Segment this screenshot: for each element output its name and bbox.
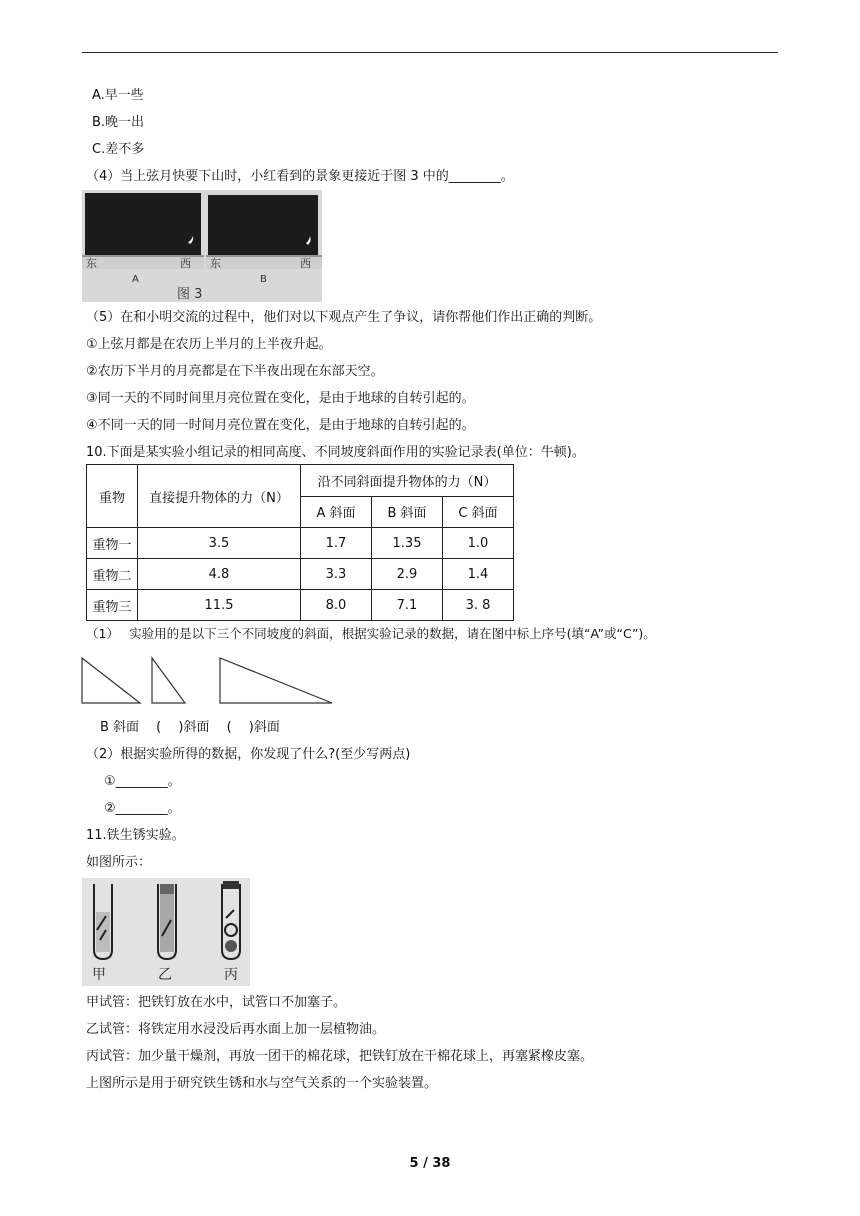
test-tubes-photo	[82, 878, 250, 986]
tube-yi-desc: 乙试管：将铁定用水浸没后再水面上加一层植物油。	[86, 1022, 386, 1037]
statement-2: ②农历下半月的月亮都是在下半夜出现在东部天空。	[86, 364, 384, 379]
statement-4: ④不同一天的同一时间月亮位置在变化，是由于地球的自转引起的。	[86, 418, 475, 433]
slopes-diagram	[80, 656, 336, 706]
slope-b-triangle	[82, 658, 140, 703]
experiment-summary: 上图所示是用于研究铁生锈和水与空气关系的一个实验装置。	[86, 1076, 438, 1091]
fig3-west-a: 西	[180, 257, 191, 270]
question-9-5: （5）在和小明交流的过程中，他们对以下观点产生了争议，请你帮他们作出正确的判断。	[86, 310, 602, 325]
option-a: A.早一些	[92, 88, 144, 103]
header-slope-force: 沿不同斜面提升物体的力（N）	[301, 465, 514, 497]
figure-3-moon-photo	[82, 190, 322, 302]
slope-labels: B 斜面 ( )斜面 ( )斜面	[100, 720, 280, 735]
answer-1: ①________。	[104, 774, 181, 789]
statement-3: ③同一天的不同时间里月亮位置在变化，是由于地球的自转引起的。	[86, 391, 475, 406]
fig3-east-b: 东	[210, 257, 221, 270]
question-10-1: （1） 实验用的是以下三个不同坡度的斜面，根据实验记录的数据，请在图中标上序号(填“A”或“C”)。	[86, 626, 656, 641]
fig3-east-a: 东	[86, 257, 97, 270]
fig3-label-b: B	[260, 274, 267, 285]
question-11-intro: 如图所示：	[86, 855, 152, 870]
header-direct-force: 直接提升物体的力（N）	[138, 465, 301, 528]
header-slope-c: C 斜面	[443, 496, 514, 528]
tube-label-jia: 甲	[92, 967, 106, 983]
tube-label-bing: 丙	[224, 967, 238, 983]
experiment-record-table	[86, 464, 514, 621]
question-9-4: （4）当上弦月快要下山时，小红看到的景象更接近于图 3 中的________。	[86, 169, 514, 184]
header-weight: 重物	[87, 465, 138, 528]
option-c: C.差不多	[92, 142, 145, 157]
question-10-2: （2）根据实验所得的数据，你发现了什么?(至少写两点)	[86, 747, 411, 762]
question-11-title: 11.铁生锈实验。	[86, 828, 185, 843]
tube-jia-desc: 甲试管：把铁钉放在水中，试管口不加塞子。	[86, 995, 347, 1010]
table-row: 重物二 4.8 3.3 2.9 1.4	[87, 559, 514, 590]
header-rule	[82, 52, 778, 53]
tube-label-yi: 乙	[158, 967, 172, 983]
fig3-caption: 图 3	[177, 287, 203, 302]
statement-1: ①上弦月都是在农历上半月的上半夜升起。	[86, 337, 332, 352]
question-10-title: 10.下面是某实验小组记录的相同高度、不同坡度斜面作用的实验记录表(单位：牛顿)。	[86, 445, 585, 460]
fig3-west-b: 西	[300, 257, 311, 270]
slope-gentle-triangle	[220, 658, 332, 703]
header-slope-a: A 斜面	[301, 496, 372, 528]
table-row: 重物一 3.5 1.7 1.35 1.0	[87, 528, 514, 559]
page-number: 5 / 38	[409, 1156, 451, 1171]
header-slope-b: B 斜面	[372, 496, 443, 528]
table-row: 重物三 11.5 8.0 7.1 3. 8	[87, 590, 514, 621]
fig3-label-a: A	[132, 274, 139, 285]
answer-2: ②________。	[104, 801, 181, 816]
option-b: B.晚一出	[92, 115, 145, 130]
slope-steep-triangle	[152, 658, 185, 703]
tube-bing-desc: 丙试管：加少量干燥剂，再放一团干的棉花球，把铁钉放在干棉花球上，再塞紧橡皮塞。	[86, 1049, 594, 1064]
